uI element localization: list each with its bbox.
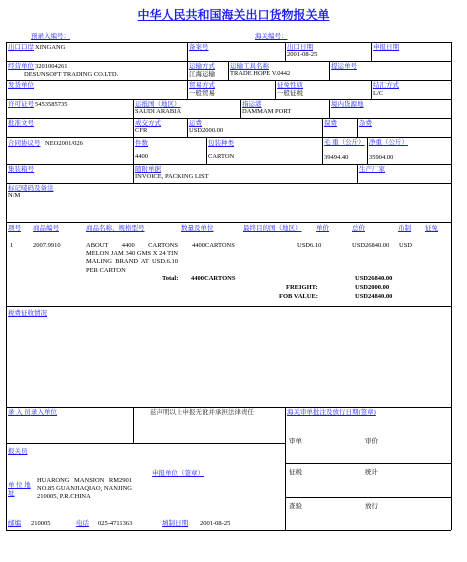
fob-label: FOB VALUE: — [279, 293, 318, 300]
source-label: 境内货源地 — [331, 101, 364, 108]
total-amount: USD26840.00 — [355, 275, 393, 282]
zip-label: 邮编 — [8, 520, 21, 527]
preentry-label: 预录入编号： — [31, 33, 70, 40]
export-date-value: 2001-08-25 — [287, 51, 318, 58]
operator-label: 经营单位 — [8, 63, 34, 70]
deal-label: 成交方式 — [135, 120, 161, 127]
customs-no-label: 海关编号： — [255, 33, 288, 40]
deal-value: CFR — [135, 127, 148, 134]
fob-amount: USD24840.00 — [355, 293, 393, 300]
phone-value: 025-4711363 — [98, 520, 133, 527]
trade-mode-value: 一般贸易 — [189, 90, 215, 97]
packages-value: 4400 — [135, 153, 148, 160]
total-label: Total: — [162, 275, 179, 282]
marks-label: 标记唛码及备注 — [8, 185, 54, 192]
declare-date-label: 申报日期 — [373, 44, 399, 51]
dest-port-label: 指运港 — [242, 101, 262, 108]
freight-total-label: FREIGHT: — [286, 284, 318, 291]
dest-country-value: SAUDI ARABIA — [135, 108, 182, 115]
item-total: USD26840.00 — [352, 242, 390, 249]
marks-value: N/M — [8, 192, 21, 199]
item-code: 2007.9910 — [33, 242, 61, 249]
item-price: USD6.10 — [297, 242, 322, 249]
fill-date-value: 2001-08-25 — [200, 520, 231, 527]
docs-value: INVOICE, PACKING LIST — [135, 173, 209, 180]
tax-levy-label: 征税 — [289, 469, 302, 476]
declaration-statement: 兹声明以上申报无讹并承担法律责任 — [150, 409, 254, 416]
inspect-label: 查验 — [289, 503, 302, 510]
col-currency: 币制 — [398, 225, 411, 232]
unit-address-label: 单 位 地 址 — [8, 482, 31, 497]
transport-label: 运输方式 — [189, 63, 215, 70]
record-no-label: 备案号 — [189, 44, 209, 51]
settlement-value: L/C — [373, 90, 384, 97]
export-port-label: 出口口岸 — [8, 44, 34, 51]
pack-type-label: 包装种类 — [208, 140, 234, 147]
col-no: 项号 — [8, 225, 21, 232]
trade-mode-label: 贸易方式 — [189, 82, 215, 89]
consignor-label: 发货单位 — [8, 82, 34, 89]
statistics-label: 统计 — [365, 469, 378, 476]
settlement-label: 结汇方式 — [373, 82, 399, 89]
net-value: 35904.00 — [369, 154, 394, 161]
declarant-label: 报关员 — [8, 448, 28, 455]
operator-code: 3201004261 — [35, 63, 68, 70]
transport-value: 江海运输 — [189, 71, 215, 78]
gross-value: 39494.40 — [324, 154, 349, 161]
approval-no-label: 批准文号 — [8, 120, 34, 127]
unit-address-value: HUARONG MANSION RM2901 NO.85 GUANJIAQIAO, NANJING 210005, P.R.CHINA — [37, 477, 132, 501]
extra-label: 杂费 — [359, 120, 372, 127]
form-title: 中华人民共和国海关出口货物报关单 — [137, 8, 330, 22]
total-qty: 4400CARTONS — [191, 275, 236, 282]
contract-label: 合同协议号 — [8, 140, 41, 147]
operator-name: DESUNSOFT TRADING CO.LTD. — [24, 71, 119, 78]
review-label: 审单 — [289, 438, 302, 445]
col-qty: 数量及单位 — [181, 225, 214, 232]
dest-country-label: 运抵国（地区） — [135, 101, 181, 108]
freight-total-amount: USD2000.00 — [355, 284, 390, 291]
vehicle-label: 运输工具名称 — [230, 63, 269, 70]
freight-value: USD2000.00 — [189, 127, 224, 134]
container-label: 集装箱号 — [8, 166, 34, 173]
tax-situation-label: 税费征收情况 — [8, 310, 47, 317]
col-dest: 最终目的国（地区） — [243, 225, 302, 232]
freight-label: 运费 — [189, 120, 202, 127]
vehicle-value: TRADE HOPE V.0442 — [230, 70, 291, 77]
col-name: 商品名称、规格型号 — [86, 225, 145, 232]
zip-value: 210005 — [31, 520, 51, 527]
item-qty: 4400CARTONS — [192, 242, 235, 249]
col-total: 总价 — [352, 225, 365, 232]
item-desc: ABOUT 4400 CARTONS MELON JAM 340 GMS X 24 TIN MALING BRAND AT USD.6.10 PER CARTON — [86, 242, 178, 274]
item-currency: USD — [399, 242, 413, 249]
entry-unit-label: 录入单位 — [31, 409, 57, 416]
gross-label: 毛 重（公斤） — [324, 139, 365, 146]
item-no: 1 — [10, 242, 14, 249]
pack-type-value: CARTON — [208, 153, 235, 160]
contract-value: NEO2001/026 — [45, 140, 83, 147]
tax-nature-label: 征免性质 — [277, 82, 303, 89]
bill-label: 提运单号 — [331, 63, 357, 70]
fill-date-label: 填制日期 — [162, 520, 188, 527]
release-label: 放行 — [365, 503, 378, 510]
maker-label: 生产厂家 — [359, 166, 385, 173]
license-value: 5453585735 — [35, 101, 68, 108]
entry-clerk-label: 录 入 员 — [8, 409, 31, 416]
col-code: 商品编号 — [33, 225, 59, 232]
tax-nature-value: 一般征税 — [277, 90, 303, 97]
net-label: 净重（公斤） — [369, 139, 408, 146]
export-date-label: 出口日期 — [287, 44, 313, 51]
packages-label: 件数 — [135, 140, 148, 147]
col-price: 单价 — [316, 225, 329, 232]
price-review-label: 审价 — [365, 438, 378, 445]
dest-port-value: DAMMAM PORT — [242, 108, 292, 115]
license-label: 许可证号 — [8, 101, 34, 108]
col-tax: 征免 — [425, 225, 438, 232]
export-port-value: XINGANG — [35, 44, 66, 51]
phone-label: 电话 — [76, 520, 89, 527]
premium-label: 保费 — [324, 120, 337, 127]
customs-approval-label: 海关审单批注及放行日期(签章) — [287, 409, 376, 416]
docs-label: 随附单据 — [135, 166, 161, 173]
declaring-unit-stamp-label: 申报单位（签章） — [152, 470, 204, 477]
